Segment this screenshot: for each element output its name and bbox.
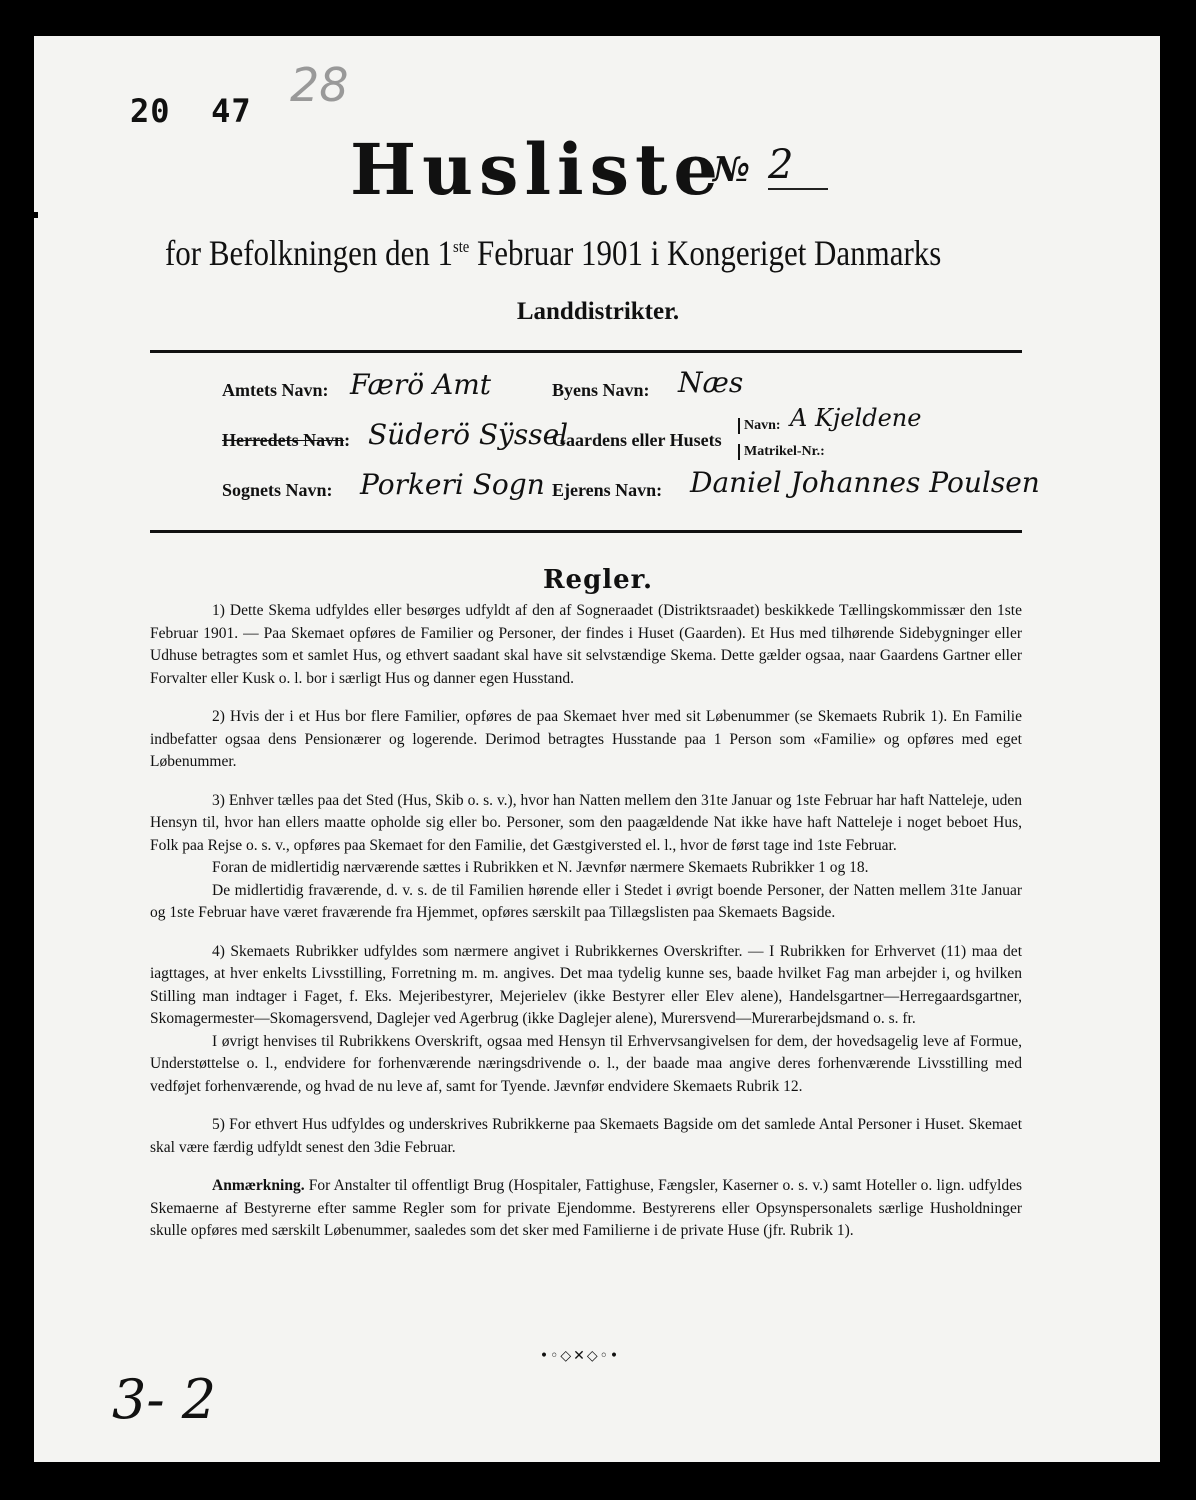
regler-heading: Regler.: [542, 565, 654, 595]
pencil-note: 28: [290, 58, 349, 112]
number-sign: №: [713, 150, 750, 190]
rule-4: 4) Skemaets Rubrikker udfyldes som nærmere angivet i Rubrikkernes Overskrifter. — I Rubrikken for Erhvervet (11) maa det iagttages, at hver enkelts Livsstilling, Forretning m. m. angives. Det maa tydelig kunne ses, baade hvilket Fag man arbejder i, og hvilken Stilling man indtager i Faget, f. Eks. Mejeribestyrer, Mejerielev (ikke Bestyrer eller Elev alene), Handelsgartner—Herregaardsgartner, Skomagermester—Skomagersvend, Daglejer ved Agerbrug (ikke Daglejer alene), Murersvend—Murerarbejdsmand o. s. fr.: [150, 942, 1022, 1027]
rule-3-absent: De midlertidig fraværende, d. v. s. de til Familien hørende eller i Stedet i øvrigt boende Personer, der Natten mellem 31te Januar og 1ste Februar have været fraværende fra Hjemmet, opføres særskilt paa Tillægslisten paa Skemaets Bagside.: [150, 881, 1022, 921]
rule-5: 5) For ethvert Hus udfyldes og underskrives Rubrikkerne paa Skemaets Bagside om det samlede Antal Personer i Huset. Skemaet skal være færdig udfyldt senest den 3die Februar.: [150, 1116, 1022, 1156]
divider-top: [150, 350, 1022, 353]
sogn-label: Sognets Navn:: [222, 480, 333, 500]
matrikel-label: Matrikel-Nr.:: [738, 444, 825, 460]
navn-value: A Kjeldene: [790, 404, 922, 432]
by-label: Byens Navn:: [552, 380, 650, 400]
herred-label: Herredets Navn:: [222, 430, 351, 450]
ejer-label: Ejerens Navn:: [552, 480, 663, 500]
amt-value: Færö Amt: [350, 368, 492, 401]
sogn-value: Porkeri Sogn: [360, 468, 545, 501]
anmaerkning-text: For Anstalter til offentligt Brug (Hospitaler, Fattighuse, Fængsler, Kaserner o. s. v.) samt Hoteller o. lign. udfyldes Skemaerne af Bestyrerne efter samme Regler som for private Ejendomme. Bestyrerens eller Opsynspersonalets særlige Husholdninger skulle opføres med særskilt Løbenummer, saaledes som det sker med Familierne i de private Huse (jfr. Rubrik 1).: [150, 1177, 1022, 1239]
subtitle: for Befolkningen den 1ste Februar 1901 i Kongeriget Danmarks: [165, 233, 942, 273]
gaard-label: Gaardens eller Husets: [552, 430, 722, 450]
ornament-divider: •◦◇✕◇◦•: [539, 1348, 621, 1364]
handwritten-bottom-note: 3- 2: [112, 1368, 217, 1431]
margin-speck: [34, 212, 38, 218]
rule-2: 2) Hvis der i et Hus bor flere Familier, opføres de paa Skemaet hver med sit Løbenummer (se Skemaets Rubrik 1). En Familie indbefatter ogsaa dens Pensionærer og logerende. Derimod betragtes Husstande paa 1 Person som «Familie» og opføres med eget Løbenummer.: [150, 708, 1022, 770]
anmaerkning: [150, 1175, 1022, 1243]
subtitle-landdistrikter: Landdistrikter.: [516, 298, 680, 325]
list-number-value: 2: [768, 142, 828, 190]
navn-label: Navn:: [738, 418, 781, 434]
divider-bottom: [150, 530, 1022, 533]
by-value: Næs: [678, 366, 744, 399]
amt-label: Amtets Navn:: [222, 380, 329, 400]
form-number: 20 47: [130, 92, 252, 130]
ejer-value: Daniel Johannes Poulsen: [690, 466, 1040, 499]
rule-4-more: I øvrigt henvises til Rubrikkens Overskrift, ogsaa med Hensyn til Erhvervsangivelsen for dem, der hovedsagelig leve af Formue, Understøttelse o. l., endvidere for forhenværende næringsdrivende o. l., der baade maa angive deres forhenværende Livsstilling med vedføjet forhenværende, og hvad de nu leve af, samt for Tyende. Jævnfør endvidere Skemaets Rubrik 12.: [150, 1032, 1022, 1095]
herred-value: Süderö Sÿssel: [368, 418, 569, 451]
rule-3: 3) Enhver tælles paa det Sted (Hus, Skib o. s. v.), hvor han Natten mellem den 31te Januar og 1ste Februar har haft Natteleje, uden Hensyn til, hvor han ellers maatte opholde sig eller bo. Personer, som den paagældende Nat ikke have haft Natteleje i noget beboet Hus, Folk paa Rejse o. s. v., opføres paa Skemaet for den Familie, det Gæstgiversted el. l., hvor de først tage ind 1ste Februar.: [150, 791, 1022, 854]
rule-3-note-n: Foran de midlertidig nærværende sættes i Rubrikken et N. Jævnfør nærmere Skemaets Rubrikker 1 og 18.: [212, 859, 869, 876]
regler-text: [150, 600, 1022, 1259]
rule-1: 1) Dette Skema udfyldes eller besørges udfyldt af den af Sogneraadet (Distriktsraadet) beskikkede Tællingskommissær den 1ste Februar 1901. — Paa Skemaet opføres de Familier og Personer, der findes i Huset (Gaarden). Et Hus med tilhørende Sidebygninger eller Udhuse betragtes som et samlet Hus, og ethvert saadant skal have sit selvstændige Skema. Dette gælder ogsaa, naar Gaardens Gartner eller Forvalter eller Kusk o. l. bor i særligt Hus og danner egen Husstand.: [150, 602, 1022, 687]
anmaerkning-label: Anmærkning.: [212, 1177, 305, 1194]
page-title: Husliste: [350, 128, 724, 211]
